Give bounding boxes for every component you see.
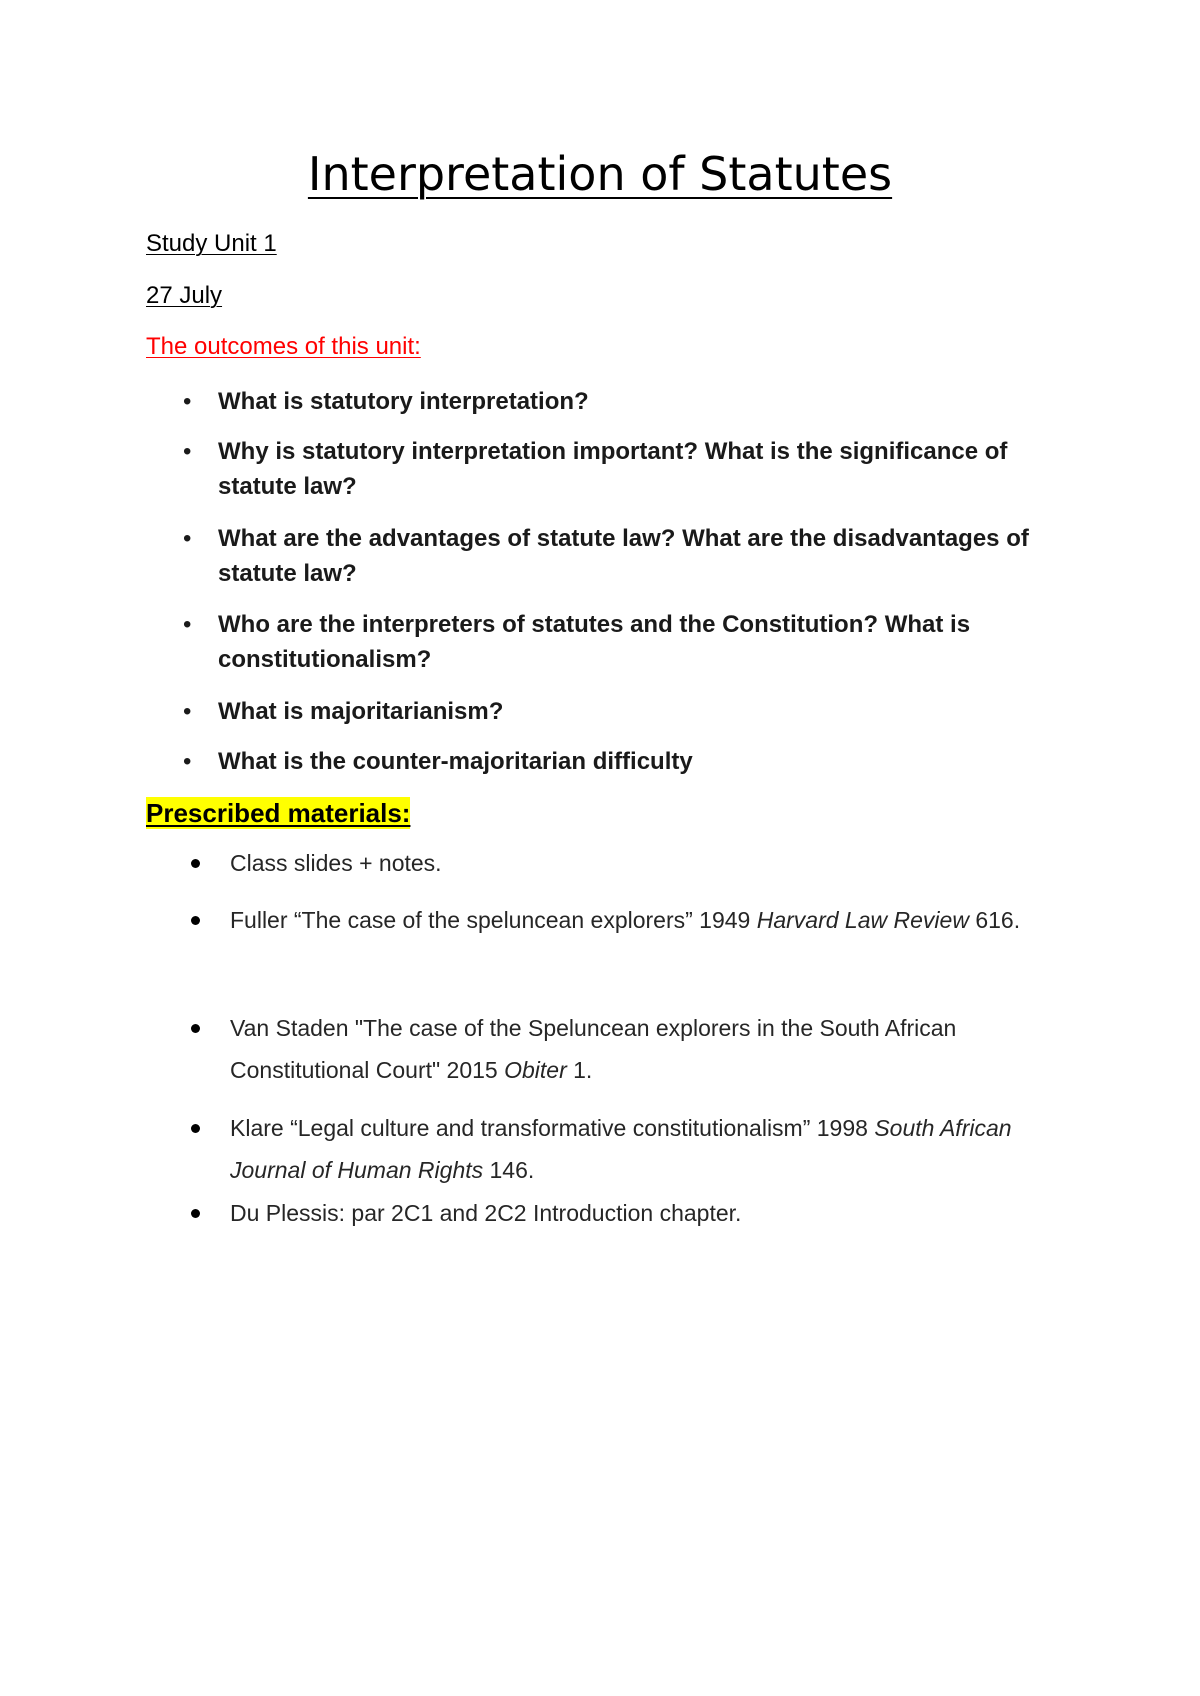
bullet-dot-icon bbox=[191, 1209, 200, 1218]
material-text: Van Staden "The case of the Speluncean explorers in the South African Constitutional Court" 2015 bbox=[230, 1015, 957, 1083]
material-citation-italic: South African Journal of Human Rights bbox=[230, 1115, 1012, 1183]
material-item bbox=[230, 905, 1060, 935]
outcome-item bbox=[183, 744, 1048, 779]
material-item bbox=[230, 1007, 1060, 1091]
bullet-icon: • bbox=[183, 611, 192, 638]
material-item bbox=[230, 1192, 1060, 1234]
bullet-dot-icon bbox=[191, 1124, 200, 1133]
material-text: Fuller “The case of the speluncean explorers” 1949 bbox=[230, 907, 757, 933]
bullet-dot-icon bbox=[191, 916, 200, 925]
bullet-icon: • bbox=[183, 748, 192, 775]
outcome-text: Who are the interpreters of statutes and the Constitution? What is constitutionalism? bbox=[218, 611, 971, 673]
outcome-item bbox=[183, 694, 1048, 729]
material-item bbox=[230, 1107, 1060, 1191]
outcome-text: What are the advantages of statute law? What are the disadvantages of statute law? bbox=[218, 525, 1029, 587]
material-citation-italic: Harvard Law Review bbox=[756, 907, 969, 933]
outcome-text: What is majoritarianism? bbox=[218, 698, 504, 725]
outcome-item bbox=[183, 384, 1048, 419]
material-citation-suffix: 146. bbox=[483, 1157, 535, 1183]
material-citation-italic: Obiter bbox=[504, 1057, 567, 1083]
outcome-text: Why is statutory interpretation important? What is the significance of statute law? bbox=[218, 438, 1008, 500]
outcome-text: What is statutory interpretation? bbox=[218, 388, 589, 415]
prescribed-materials-heading: Prescribed materials: bbox=[146, 798, 411, 828]
outcomes-heading: The outcomes of this unit: bbox=[146, 333, 421, 360]
material-text: Du Plessis: par 2C1 and 2C2 Introduction chapter. bbox=[230, 1200, 742, 1226]
date-label: 27 July bbox=[146, 282, 223, 309]
material-text: Class slides + notes. bbox=[230, 850, 442, 876]
material-item bbox=[230, 848, 1060, 878]
material-text: Klare “Legal culture and transformative constitutionalism” 1998 bbox=[230, 1115, 875, 1141]
outcome-item bbox=[183, 434, 1048, 504]
study-unit-label: Study Unit 1 bbox=[146, 230, 277, 257]
bullet-icon: • bbox=[183, 438, 192, 465]
document-title: Interpretation of Statutes bbox=[307, 147, 893, 201]
outcome-item bbox=[183, 607, 1048, 677]
bullet-icon: • bbox=[183, 525, 192, 552]
outcome-text: What is the counter-majoritarian difficulty bbox=[218, 748, 693, 775]
bullet-dot-icon bbox=[191, 859, 200, 868]
material-citation-suffix: 1. bbox=[566, 1057, 593, 1083]
bullet-dot-icon bbox=[191, 1024, 200, 1033]
bullet-icon: • bbox=[183, 388, 192, 415]
material-citation-suffix: 616. bbox=[968, 907, 1021, 933]
bullet-icon: • bbox=[183, 698, 192, 725]
outcome-item bbox=[183, 521, 1048, 591]
